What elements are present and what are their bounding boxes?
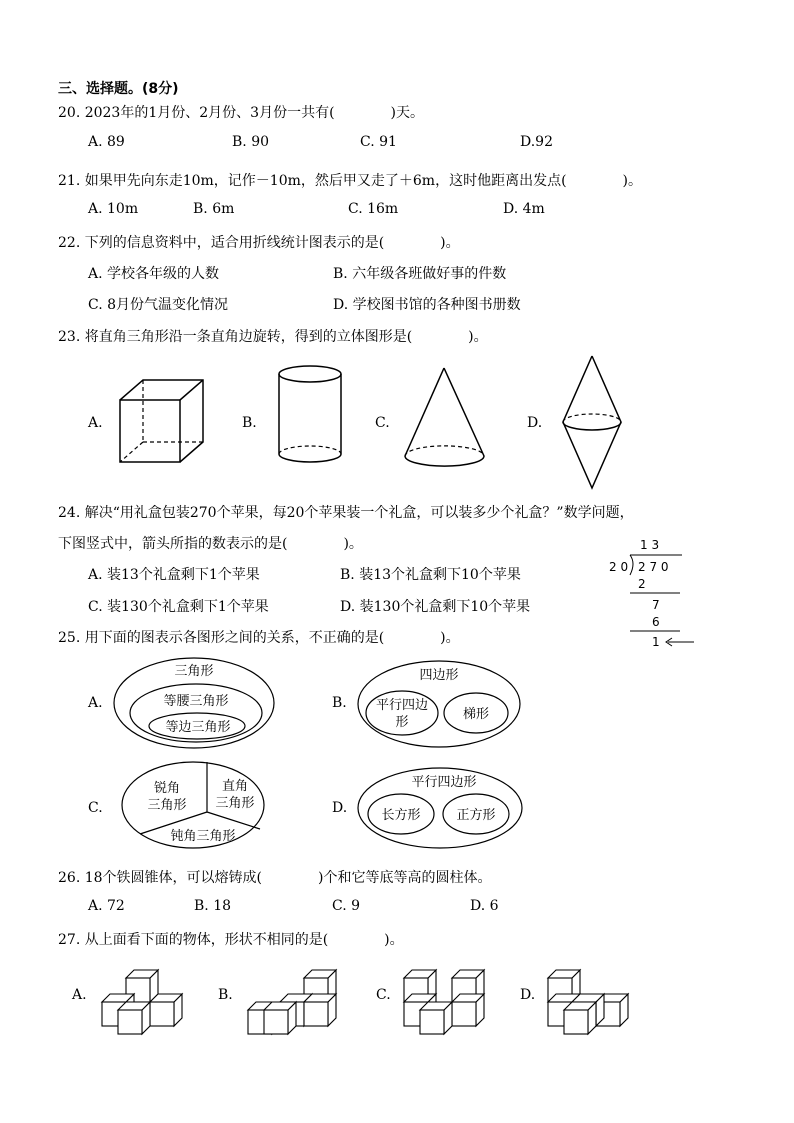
division-quotient: 1 3 bbox=[640, 538, 660, 552]
double-cone-figure bbox=[560, 354, 624, 492]
q22-option-c[interactable]: C. 8月份气温变化情况 bbox=[88, 297, 229, 313]
cube-figure bbox=[116, 378, 211, 468]
venn-diagram-b bbox=[356, 658, 522, 750]
division-step1: 2 bbox=[638, 577, 646, 591]
q26-option-a[interactable]: A. 72 bbox=[88, 898, 125, 914]
q20-option-a[interactable]: A. 89 bbox=[88, 134, 125, 150]
q23-option-a[interactable]: A. bbox=[88, 415, 103, 431]
division-dividend: 2 7 0 bbox=[638, 560, 669, 574]
q25-option-b[interactable]: B. bbox=[332, 695, 347, 711]
q24-option-b[interactable]: B. 装13个礼盒剩下10个苹果 bbox=[340, 567, 521, 583]
long-division-figure bbox=[606, 535, 706, 651]
division-remainder: 1 bbox=[652, 635, 660, 649]
cube-block bbox=[264, 1010, 288, 1034]
q24-option-d[interactable]: D. 装130个礼盒剩下10个苹果 bbox=[340, 599, 531, 615]
cube-stack-d bbox=[546, 960, 636, 1030]
q20-option-c[interactable]: C. 91 bbox=[360, 134, 397, 150]
question-23-stem: 23. 将直角三角形沿一条直角边旋转，得到的立体图形是( )。 bbox=[58, 329, 488, 345]
venn-c-right-label-line2: 三角形 bbox=[215, 796, 255, 811]
q22-option-b[interactable]: B. 六年级各班做好事的件数 bbox=[333, 266, 507, 282]
venn-c-left-label-line1: 锐角 bbox=[153, 781, 181, 796]
question-24-stem-line1: 24. 解决“用礼盒包装270个苹果，每20个苹果装一个礼盒，可以装多少个礼盒？”数学问题， bbox=[58, 505, 634, 521]
cube-stack-b bbox=[246, 960, 341, 1030]
q27-option-c[interactable]: C. bbox=[376, 987, 391, 1003]
q25-option-a[interactable]: A. bbox=[88, 695, 103, 711]
cube-block bbox=[564, 1010, 588, 1034]
q22-option-d[interactable]: D. 学校图书馆的各种图书册数 bbox=[333, 297, 521, 313]
cube-block bbox=[420, 1010, 444, 1034]
question-26-stem: 26. 18个铁圆锥体，可以熔铸成( )个和它等底等高的圆柱体。 bbox=[58, 870, 492, 886]
q26-option-d[interactable]: D. 6 bbox=[470, 898, 499, 914]
q20-option-b[interactable]: B. 90 bbox=[232, 134, 270, 150]
cube-block bbox=[304, 1002, 328, 1026]
question-24-stem-line2: 下图竖式中，箭头所指的数表示的是( )。 bbox=[58, 536, 363, 552]
q26-option-b[interactable]: B. 18 bbox=[194, 898, 232, 914]
section-title: 三、选择题。(8分) bbox=[58, 81, 179, 97]
question-21-stem: 21. 如果甲先向东走10m，记作－10m，然后甲又走了＋6m，这时他距离出发点( )。 bbox=[58, 173, 642, 189]
q24-option-c[interactable]: C. 装130个礼盒剩下1个苹果 bbox=[88, 599, 269, 615]
q25-option-c[interactable]: C. bbox=[88, 800, 103, 816]
cylinder-figure bbox=[276, 362, 346, 468]
q21-option-b[interactable]: B. 6m bbox=[193, 201, 235, 217]
cube-block bbox=[452, 1002, 476, 1026]
venn-d-outer-label: 平行四边形 bbox=[411, 775, 477, 790]
q25-option-d[interactable]: D. bbox=[332, 800, 348, 816]
cube-block bbox=[118, 1010, 142, 1034]
venn-a-middle-label: 等腰三角形 bbox=[163, 694, 229, 709]
q22-option-a[interactable]: A. 学校各年级的人数 bbox=[88, 266, 220, 282]
venn-c-bottom-label: 钝角三角形 bbox=[170, 829, 236, 844]
q27-option-b[interactable]: B. bbox=[218, 987, 233, 1003]
division-step2: 7 bbox=[652, 598, 660, 612]
q21-option-c[interactable]: C. 16m bbox=[348, 201, 399, 217]
q26-option-c[interactable]: C. 9 bbox=[332, 898, 361, 914]
venn-d-right-label: 正方形 bbox=[456, 808, 496, 823]
venn-b-left-label-line2: 形 bbox=[395, 715, 409, 730]
venn-a-outer-label: 三角形 bbox=[174, 664, 214, 679]
division-step3: 6 bbox=[652, 615, 660, 629]
q24-option-a[interactable]: A. 装13个礼盒剩下1个苹果 bbox=[88, 567, 260, 583]
cone-figure bbox=[400, 366, 490, 470]
q23-option-b[interactable]: B. bbox=[242, 415, 257, 431]
venn-b-right-label: 梯形 bbox=[462, 707, 490, 722]
venn-c-right-label-line1: 直角 bbox=[221, 779, 249, 794]
cube-block bbox=[150, 1002, 174, 1026]
venn-b-outer-label: 四边形 bbox=[419, 668, 459, 683]
division-divisor: 2 0 bbox=[609, 560, 629, 574]
cube-stack-c bbox=[402, 960, 492, 1030]
venn-b-left-label-line1: 平行四边 bbox=[375, 698, 429, 713]
q23-option-d[interactable]: D. bbox=[527, 415, 543, 431]
question-22-stem: 22. 下列的信息资料中，适合用折线统计图表示的是( )。 bbox=[58, 235, 460, 251]
venn-diagram-d bbox=[356, 766, 524, 850]
question-27-stem: 27. 从上面看下面的物体，形状不相同的是( )。 bbox=[58, 932, 404, 948]
venn-diagram-a bbox=[112, 656, 276, 750]
q23-option-c[interactable]: C. bbox=[375, 415, 390, 431]
q27-option-a[interactable]: A. bbox=[72, 987, 87, 1003]
partition-diagram-c bbox=[120, 760, 266, 850]
venn-a-inner-label: 等边三角形 bbox=[165, 720, 231, 735]
q21-option-d[interactable]: D. 4m bbox=[503, 201, 545, 217]
q20-option-d[interactable]: D.92 bbox=[520, 134, 553, 150]
cube-stack-a bbox=[100, 960, 190, 1030]
q27-option-d[interactable]: D. bbox=[520, 987, 536, 1003]
question-20-stem: 20. 2023年的1月份、2月份、3月份一共有( )天。 bbox=[58, 105, 424, 121]
venn-c-left-label-line2: 三角形 bbox=[147, 798, 187, 813]
question-25-stem: 25. 用下面的图表示各图形之间的关系，不正确的是( )。 bbox=[58, 630, 460, 646]
venn-d-left-label: 长方形 bbox=[381, 808, 421, 823]
q21-option-a[interactable]: A. 10m bbox=[88, 201, 139, 217]
